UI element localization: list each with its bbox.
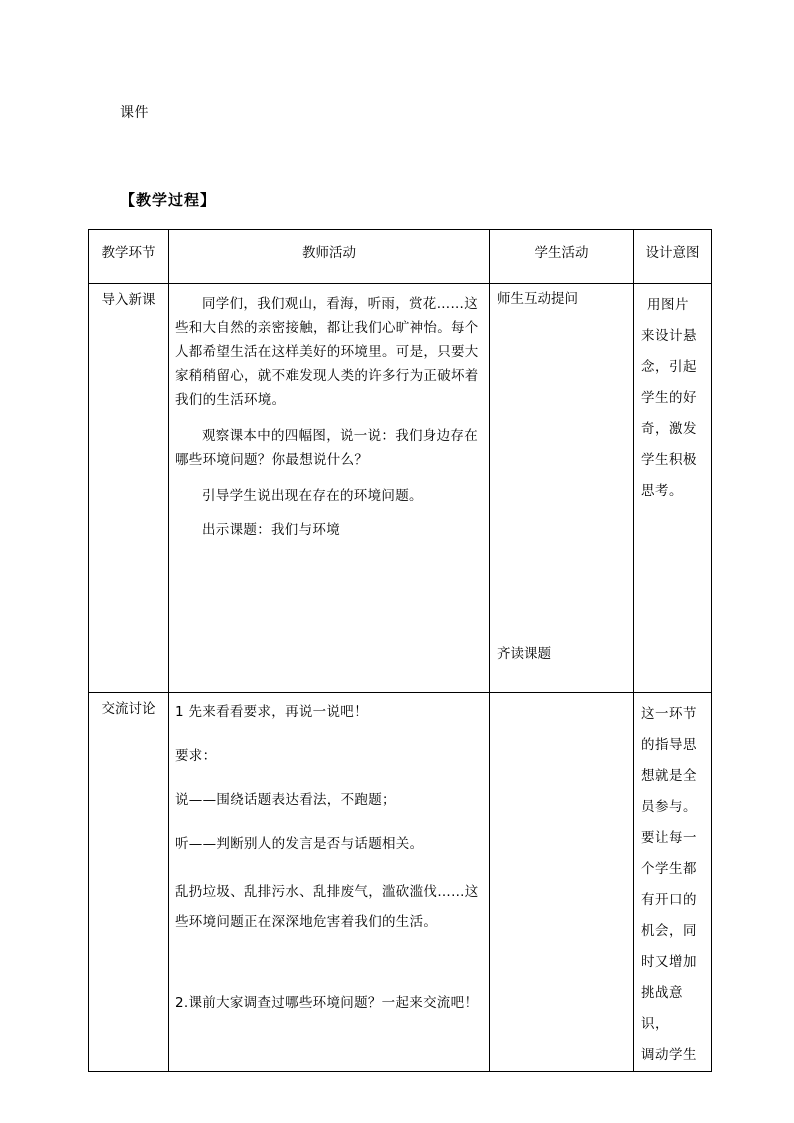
teacher-paragraph: 同学们，我们观山，看海，听雨，赏花……这些和大自然的亲密接触，都让我们心旷神怡。每个人都希望生活在这样美好的环境里。可是，只要大家稍稍留心，就不难发现人类的许多行为正破坏着我们的生活环境。 (175, 296, 479, 408)
section-heading: 【教学过程】 (120, 191, 217, 209)
stage-cell: 交流讨论 (89, 693, 169, 1072)
teacher-paragraph: 1 先来看看要求，再说一说吧！ (175, 704, 368, 720)
teacher-paragraph: 乱扔垃圾、乱排污水、乱排废气，滥砍滥伐……这些环境问题正在深深地危害着我们的生活。 (175, 884, 479, 930)
intent-line: 机会，同 (641, 923, 697, 939)
teacher-paragraph: 出示课题：我们与环境 (202, 522, 340, 538)
intent-line: 想就是全 (641, 768, 697, 784)
table-header-row (89, 230, 712, 284)
teacher-paragraph: 观察课本中的四幅图，说一说：我们身边存在哪些环境问题？你最想说什么？ (175, 428, 478, 468)
intent-line: 个学生都 (641, 861, 697, 877)
intent-line: 这一环节 (641, 706, 697, 722)
table-row (89, 693, 712, 1072)
intent-line: 员参与。 (641, 799, 697, 815)
teacher-paragraph: 说——围绕话题表达看法，不跑题； (175, 792, 396, 808)
intent-line: 调动学生 (641, 1047, 697, 1063)
intent-line: 的指导思 (641, 737, 697, 753)
teacher-activity-cell (169, 284, 490, 693)
header-teacher-activity: 教师活动 (169, 230, 490, 284)
header-design-intent: 设计意图 (634, 230, 712, 284)
teacher-paragraph: 听——判断别人的发言是否与话题相关。 (175, 836, 424, 852)
intent-line: 要让每一 (641, 830, 697, 846)
intent-line: 学生的好 (641, 390, 697, 406)
lesson-process-table (88, 229, 712, 1072)
header-student-activity: 学生活动 (490, 230, 634, 284)
student-activity-cell (490, 693, 634, 1072)
intent-line: 奇，激发 (641, 421, 697, 437)
teacher-activity-cell (169, 693, 490, 1072)
design-intent-cell (634, 693, 712, 1072)
student-activity-text: 师生互动提问 (497, 291, 578, 307)
student-activity-text: 齐读课题 (497, 646, 551, 662)
intent-line: 思考。 (641, 483, 683, 499)
intent-line: 挑战意识， (641, 985, 683, 1032)
student-activity-cell (490, 284, 634, 693)
intent-line: 念，引起 (641, 359, 697, 375)
intent-line: 时又增加 (641, 954, 697, 970)
intent-line: 学生积极 (641, 452, 697, 468)
teacher-paragraph: 要求： (175, 748, 217, 764)
header-stage: 教学环节 (89, 230, 169, 284)
design-intent-cell (634, 284, 712, 693)
table-row (89, 284, 712, 693)
intent-line: 有开口的 (641, 892, 697, 908)
intent-line: 用图片 (647, 297, 689, 313)
intent-line: 来设计悬 (641, 328, 697, 344)
teacher-paragraph: 引导学生说出现在存在的环境问题。 (202, 488, 423, 504)
preline-courseware: 课件 (120, 105, 149, 121)
stage-cell: 导入新课 (89, 284, 169, 693)
teacher-paragraph: 2.课前大家调查过哪些环境问题？一起来交流吧！ (175, 995, 479, 1011)
